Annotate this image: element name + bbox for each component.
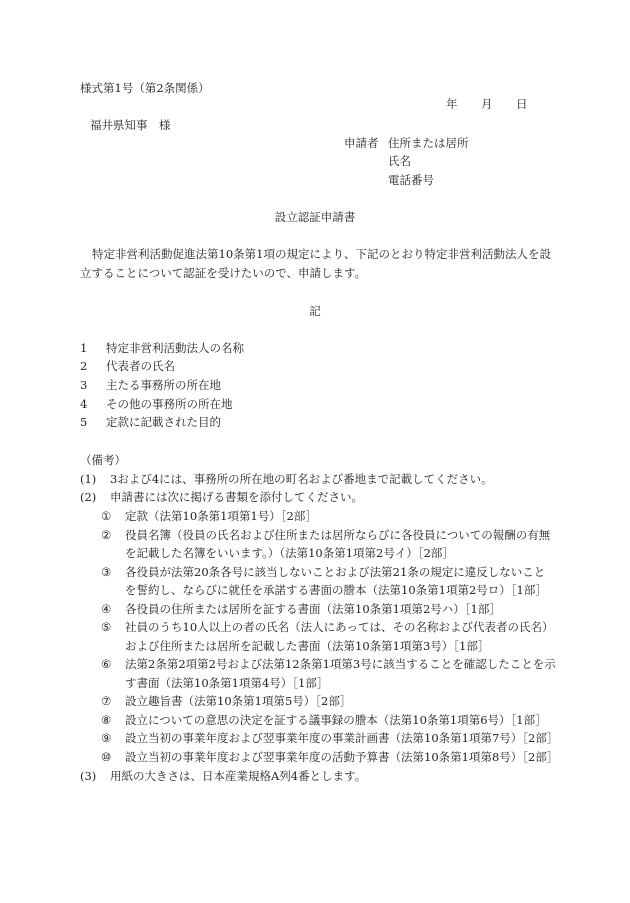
item-number: 1 <box>80 341 88 355</box>
body-line-2: 立することについて認証を受けたいので、申請します。 <box>80 266 367 280</box>
note-text: 用紙の大きさは、日本産業規格A列4番とします。 <box>110 769 367 783</box>
applicant-address-label: 住所または居所 <box>388 136 469 150</box>
note-2 <box>80 492 363 504</box>
notes-heading: （備考） <box>80 453 126 467</box>
attachment-text-cont: す書面（法第10条第1項第4号）［1部］ <box>125 676 329 690</box>
attachment-text: 設立についての意思の決定を証する議事録の謄本（法第10条第1項第6号）［1部］ <box>125 713 547 727</box>
applicant-phone-label: 電話番号 <box>388 173 434 187</box>
note-text: 3および4には、事務所の所在地の町名および番地まで記載してください。 <box>110 472 493 486</box>
attachment-mark: ② <box>101 528 112 542</box>
attachment-mark: ⑩ <box>101 750 112 764</box>
item-text: 定款に記載された目的 <box>106 415 221 429</box>
attachment-text: 社員のうち10人以上の者の氏名（法人にあっては、その名称および代表者の氏名） <box>125 620 554 634</box>
note-number: (2) <box>80 490 97 504</box>
list-item <box>80 343 244 355</box>
date-year-label: 年 <box>446 97 458 111</box>
note-3 <box>80 771 366 783</box>
item-text: その他の事務所の所在地 <box>106 397 233 411</box>
item-number: 5 <box>80 415 88 429</box>
item-number: 3 <box>80 378 88 392</box>
attachment-mark: ④ <box>101 602 112 616</box>
ki-heading: 記 <box>309 304 321 318</box>
note-text: 申請書には次に掲げる書類を添付してください。 <box>110 490 363 504</box>
attachment-text: 定款（法第10条第1項第1号）［2部］ <box>125 509 317 523</box>
attachment-text: 設立当初の事業年度および翌事業年度の活動予算書（法第10条第1項第8号）［2部］ <box>125 750 559 764</box>
list-item <box>80 399 233 411</box>
note-number: (1) <box>80 472 97 486</box>
attachment-mark: ⑥ <box>101 657 112 671</box>
item-text: 主たる事務所の所在地 <box>106 378 221 392</box>
attachment-mark: ① <box>101 509 112 523</box>
attachment-text: 設立趣旨書（法第10条第1項第5号）［2部］ <box>125 694 352 708</box>
attachment-mark: ⑧ <box>101 713 112 727</box>
list-item <box>80 417 221 429</box>
applicant-name-label: 氏名 <box>388 154 411 168</box>
item-number: 2 <box>80 359 88 373</box>
addressee: 福井県知事 様 <box>90 118 171 132</box>
date-day-label: 日 <box>516 97 528 111</box>
attachment-text: 各役員の住所または居所を証する書面（法第10条第1項第2号ハ）［1部］ <box>125 602 501 616</box>
attachment-text-cont: を記載した名簿をいいます。）（法第10条第1項第2号イ）［2部］ <box>125 546 454 560</box>
attachment-mark: ⑨ <box>101 731 112 745</box>
attachment-text-cont: および住所または居所を記載した書面（法第10条第1項第3号）［1部］ <box>125 639 490 653</box>
attachment-mark: ③ <box>101 565 112 579</box>
applicant-label: 申請者 <box>344 136 379 150</box>
list-item <box>80 361 175 373</box>
attachment-text: 役員名簿（役員の氏名および住所または居所ならびに各役員についての報酬の有無 <box>125 528 551 542</box>
attachment-mark: ⑤ <box>101 620 112 634</box>
document-title: 設立認証申請書 <box>274 210 356 224</box>
note-number: (3) <box>80 769 97 783</box>
attachment-text: 設立当初の事業年度および翌事業年度の事業計画書（法第10条第1項第7号）［2部］ <box>125 731 559 745</box>
form-number: 様式第1号（第2条関係） <box>80 81 210 95</box>
note-1 <box>80 474 493 486</box>
body-line-1: 特定非営利活動促進法第10条第1項の規定により、下記のとおり特定非営利活動法人を設 <box>92 247 551 261</box>
item-number: 4 <box>80 397 88 411</box>
list-item <box>80 380 221 392</box>
item-text: 代表者の氏名 <box>106 359 175 373</box>
date-month-label: 月 <box>481 97 493 111</box>
attachment-text: 各役員が法第20条各号に該当しないことおよび法第21条の規定に違反しないこと <box>125 565 546 579</box>
attachment-text: 法第2条第2項第2号および法第12条第1項第3号に該当することを確認したことを示 <box>125 657 556 671</box>
attachment-text-cont: を誓約し、ならびに就任を承諾する書面の謄本（法第10条第1項第2号ロ）［1部］ <box>125 583 547 597</box>
item-text: 特定非営利活動法人の名称 <box>106 341 244 355</box>
attachment-mark: ⑦ <box>101 694 112 708</box>
